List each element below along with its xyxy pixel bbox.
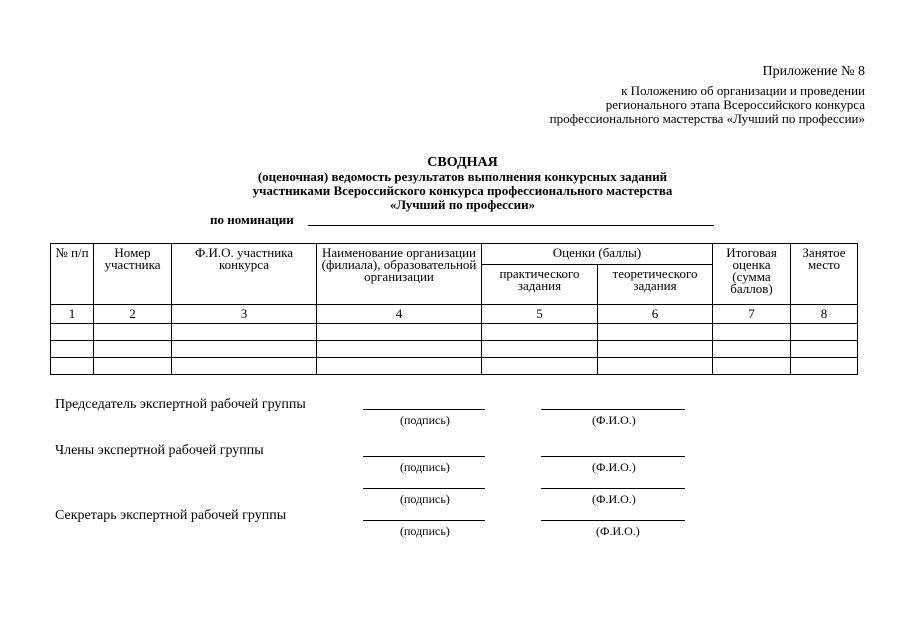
table-cell[interactable] — [791, 341, 858, 358]
table-cell[interactable] — [317, 341, 482, 358]
table-cell[interactable] — [172, 341, 317, 358]
signature-caption: (подпись) — [400, 413, 450, 427]
column-number: 4 — [317, 305, 482, 324]
table-cell[interactable] — [317, 358, 482, 375]
column-number: 5 — [482, 305, 598, 324]
header-final-score: Итоговая оценка (сумма баллов) — [713, 244, 791, 305]
appendix-line: профессионального мастерства «Лучший по профессии» — [549, 111, 865, 126]
nomination-field-line — [308, 225, 714, 226]
table-cell[interactable] — [482, 324, 598, 341]
table-cell[interactable] — [598, 358, 713, 375]
header-participant-number: Номер участника — [94, 244, 172, 305]
table-cell[interactable] — [94, 358, 172, 375]
column-number: 2 — [94, 305, 172, 324]
nomination-label: по номинации — [210, 212, 294, 227]
header-scores-group: Оценки (баллы) — [482, 244, 713, 265]
table-row — [51, 324, 858, 341]
secretary-name-line[interactable] — [541, 520, 685, 521]
table-cell[interactable] — [51, 341, 94, 358]
subtitle-line: (оценочная) ведомость результатов выполнения конкурсных заданий — [257, 169, 668, 184]
table-row — [51, 341, 858, 358]
name-caption: (Ф.И.О.) — [592, 413, 636, 427]
table-cell[interactable] — [172, 358, 317, 375]
table-cell[interactable] — [713, 341, 791, 358]
column-number: 3 — [172, 305, 317, 324]
table-row — [51, 358, 858, 375]
table-cell[interactable] — [713, 324, 791, 341]
header-place: Занятое место — [791, 244, 858, 305]
name-caption: (Ф.И.О.) — [596, 524, 640, 538]
table-cell[interactable] — [317, 324, 482, 341]
member-name-line[interactable] — [541, 456, 685, 457]
document-title: СВОДНАЯ — [427, 155, 498, 170]
header-fio: Ф.И.О. участника конкурса — [172, 244, 317, 305]
table-cell[interactable] — [51, 358, 94, 375]
table-cell[interactable] — [482, 341, 598, 358]
table-cell[interactable] — [598, 341, 713, 358]
signature-caption: (подпись) — [400, 492, 450, 506]
table-cell[interactable] — [791, 324, 858, 341]
secretary-label: Секретарь экспертной рабочей группы — [55, 508, 287, 523]
chairman-label: Председатель экспертной рабочей группы — [55, 397, 306, 412]
document-subtitle — [0, 170, 905, 212]
table-cell[interactable] — [51, 324, 94, 341]
table-cell[interactable] — [94, 324, 172, 341]
signature-caption: (подпись) — [400, 524, 450, 538]
subtitle-line: участниками Всероссийского конкурса профессионального мастерства — [252, 183, 673, 198]
table-cell[interactable] — [172, 324, 317, 341]
table-cell[interactable] — [598, 324, 713, 341]
member-signature-line[interactable] — [363, 456, 485, 457]
table-cell[interactable] — [94, 341, 172, 358]
member-name-line[interactable] — [541, 488, 685, 489]
column-number: 7 — [713, 305, 791, 324]
chairman-signature-line[interactable] — [363, 409, 485, 410]
column-number: 6 — [598, 305, 713, 324]
members-label: Члены экспертной рабочей группы — [55, 443, 264, 458]
name-caption: (Ф.И.О.) — [592, 492, 636, 506]
secretary-signature-line[interactable] — [363, 520, 485, 521]
table-cell[interactable] — [482, 358, 598, 375]
header-num: № п/п — [51, 244, 94, 305]
column-number: 8 — [791, 305, 858, 324]
column-number: 1 — [51, 305, 94, 324]
header-organization: Наименование организации (филиала), образовательной организации — [317, 244, 482, 305]
header-practical: практического задания — [482, 265, 598, 305]
appendix-line: регионального этапа Всероссийского конкурса — [605, 97, 865, 112]
appendix-description — [550, 84, 865, 126]
table-cell[interactable] — [791, 358, 858, 375]
results-table — [50, 243, 858, 375]
appendix-line: к Положению об организации и проведении — [621, 83, 865, 98]
chairman-name-line[interactable] — [541, 409, 685, 410]
name-caption: (Ф.И.О.) — [592, 460, 636, 474]
table-cell[interactable] — [713, 358, 791, 375]
column-number-row — [51, 305, 858, 324]
appendix-title: Приложение № 8 — [762, 64, 865, 79]
member-signature-line[interactable] — [363, 488, 485, 489]
subtitle-line: «Лучший по профессии» — [389, 197, 536, 212]
header-theoretical: теоретического задания — [598, 265, 713, 305]
signature-caption: (подпись) — [400, 460, 450, 474]
